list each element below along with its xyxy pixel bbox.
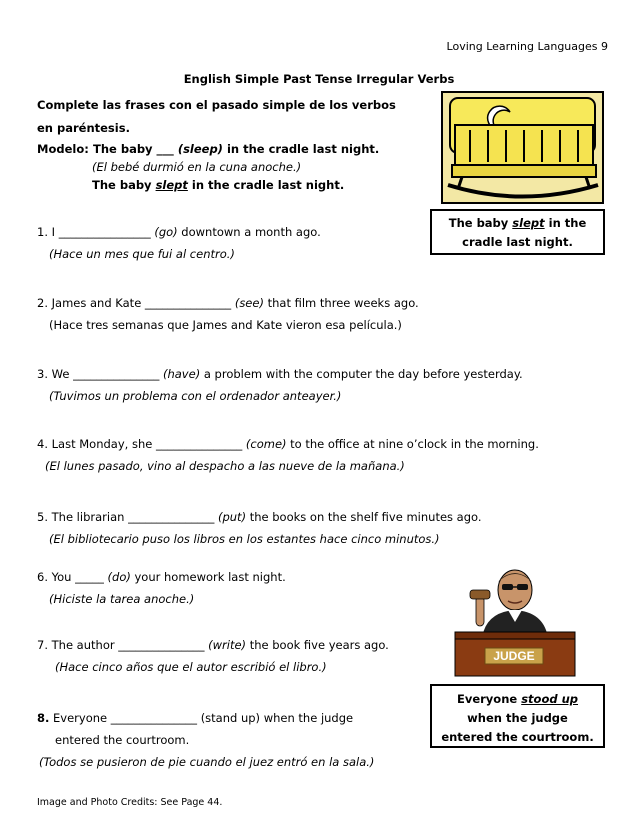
exercise-number: 1. bbox=[37, 225, 48, 239]
exercise-translation: (Todos se pusieron de pie cuando el juez entró en la sala.) bbox=[39, 755, 375, 769]
exercise-4 bbox=[37, 433, 597, 477]
page-header: Loving Learning Languages 9 bbox=[446, 40, 608, 53]
exercise-number: 7. bbox=[37, 638, 48, 652]
exercise-number: 4. bbox=[37, 437, 48, 451]
model-label: Modelo: bbox=[37, 142, 89, 156]
exercise-number: 6. bbox=[37, 570, 48, 584]
exercise-stem: James and Kate _______________ bbox=[51, 296, 235, 310]
exercise-verb: (come) bbox=[245, 437, 287, 451]
judge-sign: JUDGE bbox=[493, 649, 535, 663]
answer-box-2-line3: entered the courtroom. bbox=[441, 730, 594, 744]
answer-box-2 bbox=[430, 684, 605, 748]
exercise-3 bbox=[37, 363, 597, 407]
exercise-translation: (Hace un mes que fui al centro.) bbox=[49, 247, 235, 261]
exercise-verb: (see) bbox=[234, 296, 264, 310]
exercise-number: 5. bbox=[37, 510, 48, 524]
page-title: English Simple Past Tense Irregular Verbs bbox=[183, 72, 455, 86]
exercise-number: 3. bbox=[37, 367, 48, 381]
exercise-5 bbox=[37, 506, 597, 550]
exercise-stem: I ________________ bbox=[51, 225, 155, 239]
model-sentence-end: in the cradle last night. bbox=[222, 142, 380, 156]
model-answer-start: The baby bbox=[92, 178, 156, 192]
answer-box-1-line2: cradle last night. bbox=[462, 235, 573, 249]
exercise-number: 8. bbox=[37, 711, 50, 725]
exercise-verb: (stand up) bbox=[200, 711, 261, 725]
exercise-tail: your homework last night. bbox=[130, 570, 286, 584]
model-sentence-start: The baby ___ bbox=[93, 142, 178, 156]
exercise-tail: that film three weeks ago. bbox=[263, 296, 419, 310]
exercise-verb: (have) bbox=[162, 367, 201, 381]
box1-end: in the bbox=[544, 216, 587, 230]
exercise-8 bbox=[37, 707, 427, 773]
exercise-verb: (put) bbox=[217, 510, 247, 524]
exercise-tail: a problem with the computer the day before yesterday. bbox=[200, 367, 523, 381]
box2-underlined: stood up bbox=[521, 692, 579, 706]
exercise-verb: (go) bbox=[154, 225, 178, 239]
exercise-translation: (Tuvimos un problema con el ordenador anteayer.) bbox=[49, 389, 342, 403]
exercise-stem: Last Monday, she _______________ bbox=[51, 437, 246, 451]
answer-box-2-line1 bbox=[432, 690, 603, 709]
exercise-translation: (El bibliotecario puso los libros en los estantes hace cinco minutos.) bbox=[49, 532, 440, 546]
exercise-stem: You _____ bbox=[51, 570, 108, 584]
exercise-tail: when the judge bbox=[260, 711, 354, 725]
exercise-stem: Everyone _______________ bbox=[53, 711, 201, 725]
box1-start: The baby bbox=[448, 216, 513, 230]
exercise-stem: We _______________ bbox=[51, 367, 163, 381]
model-answer-end: in the cradle last night. bbox=[187, 178, 345, 192]
exercise-7 bbox=[37, 634, 437, 678]
exercise-stem: The author _______________ bbox=[51, 638, 209, 652]
exercise-tail-2: entered the courtroom. bbox=[55, 733, 190, 747]
exercise-translation: (Hace tres semanas que James and Kate vieron esa película.) bbox=[49, 318, 402, 332]
instructions: Complete las frases con el pasado simple de los verbos en paréntesis. bbox=[37, 98, 396, 135]
exercise-translation: (Hace cinco años que el autor escribió el libro.) bbox=[55, 660, 327, 674]
exercise-translation: (Hiciste la tarea anoche.) bbox=[49, 592, 195, 606]
model-answer bbox=[37, 176, 417, 194]
model-answer-word: slept bbox=[155, 178, 188, 192]
judge-illustration bbox=[452, 560, 578, 678]
exercise-verb: (write) bbox=[208, 638, 247, 652]
exercise-1 bbox=[37, 221, 597, 265]
exercise-stem: The librarian _______________ bbox=[51, 510, 218, 524]
exercise-6 bbox=[37, 566, 417, 610]
answer-box-2-line2: when the judge bbox=[467, 711, 568, 725]
exercise-verb: (do) bbox=[107, 570, 131, 584]
model-verb: (sleep) bbox=[177, 142, 223, 156]
model-translation: (El bebé durmió en la cuna anoche.) bbox=[92, 160, 302, 174]
cradle-illustration bbox=[440, 90, 605, 205]
box2-word: Everyone bbox=[456, 692, 522, 706]
exercise-translation: (El lunes pasado, vino al despacho a las nueve de la mañana.) bbox=[45, 459, 405, 473]
exercise-number: 2. bbox=[37, 296, 48, 310]
exercise-tail: the books on the shelf five minutes ago. bbox=[246, 510, 482, 524]
exercise-tail: downtown a month ago. bbox=[177, 225, 321, 239]
exercise-2 bbox=[37, 292, 597, 336]
footer-credits: Image and Photo Credits: See Page 44. bbox=[37, 797, 223, 808]
model-example bbox=[37, 140, 417, 194]
box1-word: slept bbox=[512, 216, 545, 230]
exercise-tail: to the office at nine o’clock in the morning. bbox=[286, 437, 539, 451]
exercise-tail: the book five years ago. bbox=[246, 638, 389, 652]
